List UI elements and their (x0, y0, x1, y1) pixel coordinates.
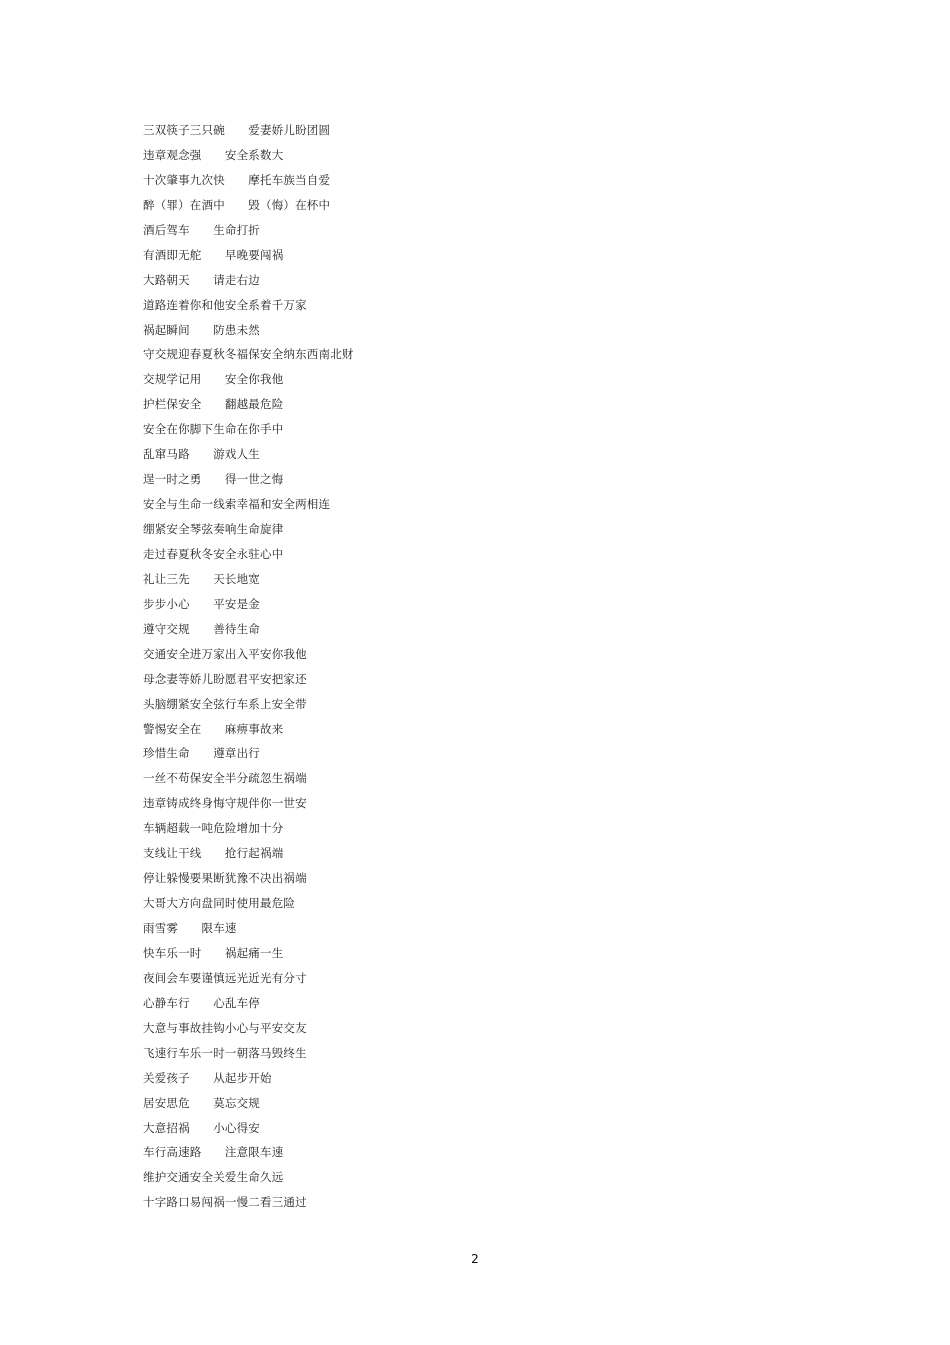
slogan-line: 雨雪雾 限车速 (143, 921, 237, 935)
slogan-line: 快车乐一时 祸起痛一生 (143, 945, 284, 960)
slogan-line: 走过春夏秋冬安全永驻心中 (143, 546, 284, 561)
slogan-line: 心静车行 心乱车停 (143, 995, 260, 1010)
slogan-line: 交规学记用 安全你我他 (143, 372, 284, 387)
page-number: 2 (471, 1252, 479, 1266)
slogan-line: 有酒即无舵 早晚要闯祸 (143, 247, 284, 262)
slogan-line: 飞速行车乐一时一朝落马毁终生 (143, 1045, 307, 1060)
slogan-line: 大哥大方向盘同时使用最危险 (143, 896, 296, 911)
slogan-line: 交通安全进万家出入平安你我他 (143, 646, 307, 661)
slogan-line: 十字路口易闯祸一慢二看三通过 (143, 1195, 307, 1210)
slogan-line: 祸起瞬间 防患未然 (143, 322, 260, 337)
slogan-line: 停让躲慢要果断犹豫不决出祸端 (143, 871, 307, 886)
slogan-line: 居安思危 莫忘交规 (143, 1095, 260, 1110)
slogan-line: 醉（罪）在酒中 毁（悔）在杯中 (143, 197, 331, 212)
slogan-line: 步步小心 平安是金 (143, 596, 260, 611)
slogan-line: 大意招祸 小心得安 (143, 1120, 260, 1135)
slogan-line: 支线让干线 抢行起祸端 (143, 846, 284, 861)
slogan-line: 母念妻等娇儿盼愿君平安把家还 (143, 671, 307, 686)
slogan-line: 车行高速路 注意限车速 (143, 1145, 284, 1160)
slogan-line: 夜间会车要谨慎远光近光有分寸 (143, 970, 307, 985)
slogan-line: 警惕安全在 麻痹事故来 (143, 721, 284, 736)
slogan-line: 护栏保安全 翻越最危险 (143, 397, 284, 412)
slogan-line: 一丝不苟保安全半分疏忽生祸端 (143, 771, 307, 786)
slogan-line: 酒后驾车 生命打折 (143, 222, 260, 237)
slogan-line: 绷紧安全琴弦奏响生命旋律 (143, 522, 284, 536)
slogan-line: 安全在你脚下生命在你手中 (143, 422, 284, 437)
slogan-line: 十次肇事九次快 摩托车族当自爱 (143, 172, 331, 187)
slogan-line: 安全与生命一线索幸福和安全两相连 (143, 497, 331, 512)
slogan-line: 礼让三先 天长地宽 (143, 571, 260, 586)
slogan-line: 珍惜生命 遵章出行 (143, 746, 260, 761)
slogan-line: 道路连着你和他安全系着千万家 (143, 297, 307, 312)
slogan-line: 头脑绷紧安全弦行车系上安全带 (143, 696, 307, 711)
slogan-line: 维护交通安全关爱生命久远 (143, 1170, 284, 1185)
slogan-line: 三双筷子三只碗 爱妻娇儿盼团圆 (143, 123, 331, 137)
slogan-list (143, 118, 354, 1215)
slogan-line: 关爱孩子 从起步开始 (143, 1070, 272, 1085)
slogan-line: 大路朝天 请走右边 (143, 272, 260, 287)
slogan-line: 乱窜马路 游戏人生 (143, 447, 260, 462)
slogan-line: 车辆超载一吨危险增加十分 (143, 821, 284, 836)
slogan-line: 违章铸成终身悔守规伴你一世安 (143, 796, 307, 811)
slogan-line: 大意与事故挂钩小心与平安交友 (143, 1020, 307, 1035)
slogan-line: 逞一时之勇 得一世之悔 (143, 472, 284, 487)
slogan-line: 守交规迎春夏秋冬福保安全纳东西南北财 (143, 347, 354, 362)
slogan-line: 违章观念强 安全系数大 (143, 147, 284, 162)
slogan-line: 遵守交规 善待生命 (143, 621, 260, 636)
